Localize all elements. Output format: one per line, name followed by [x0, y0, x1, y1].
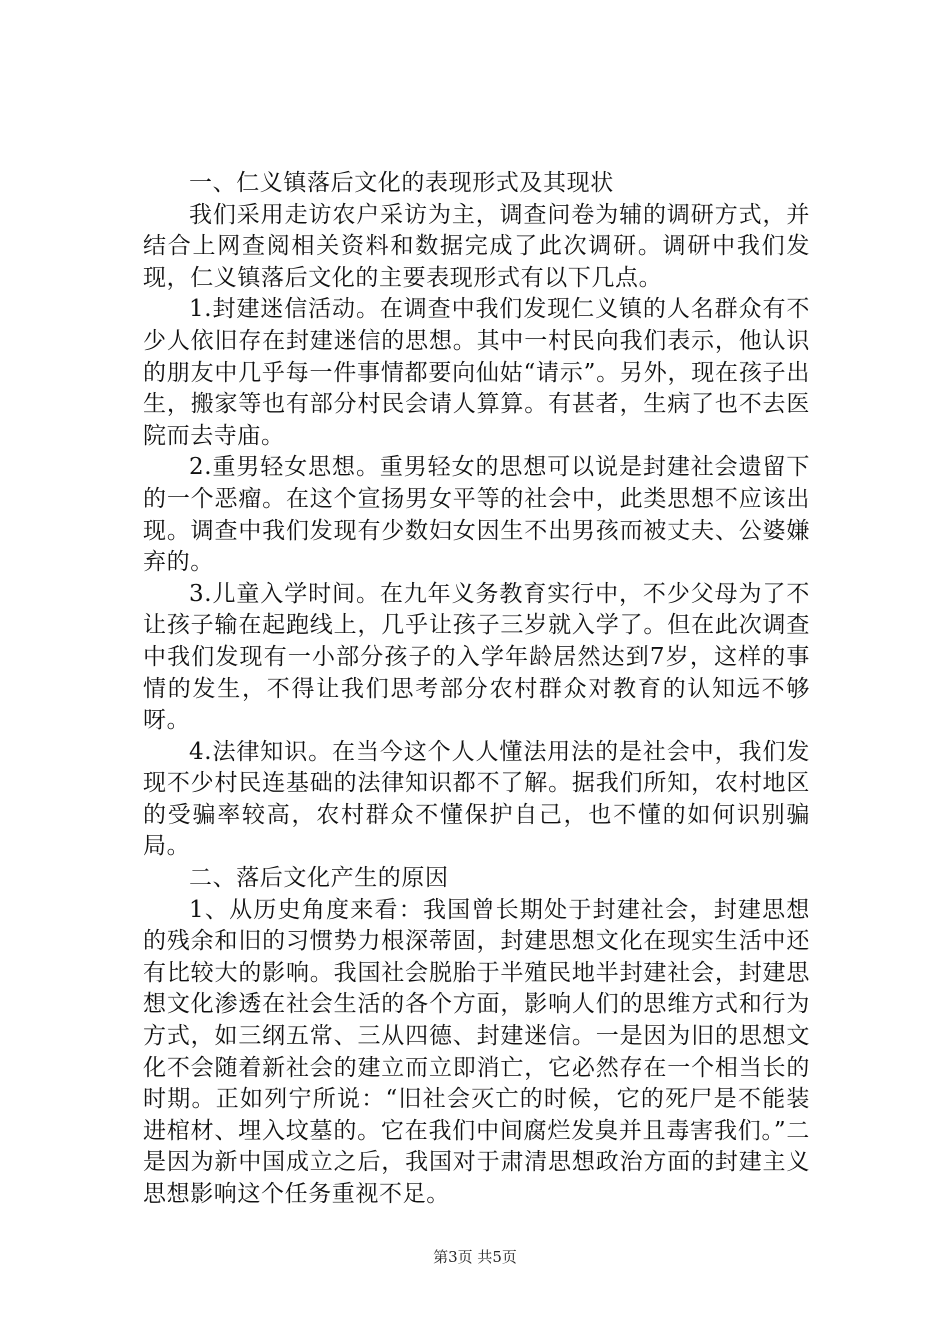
section-heading-1: 一、仁义镇落后文化的表现形式及其现状 — [189, 170, 614, 196]
paragraph-item-2: 2.重男轻女思想。重男轻女的思想可以说是封建社会遗留下的一个恶瘤。在这个宣扬男女平等的社会中，此类思想不应该出现。调查中我们发现有少数妇女因生不出男孩而被丈夫、公婆嫌弃的。 — [143, 454, 810, 576]
paragraph-item-1: 1.封建迷信活动。在调查中我们发现仁义镇的人名群众有不少人依旧存在封建迷信的思想。其中一村民向我们表示，他认识的朋友中几乎每一件事情都要向仙姑“请示”。另外，现在孩子出生，搬家等也有部分村民会请人算算。有甚者，生病了也不去医院而去寺庙。 — [143, 296, 810, 449]
paragraph-reason-1: 1、从历史角度来看：我国曾长期处于封建社会，封建思想的残余和旧的习惯势力根深蒂固，封建思想文化在现实生活中还有比较大的影响。我国社会脱胎于半殖民地半封建社会，封建思想文化渗透在社会生活的各个方面，影响人们的思维方式和行为方式，如三纲五常、三从四德、封建迷信。一是因为旧的思想文化不会随着新社会的建立而立即消亡，它必然存在一个相当长的时期。正如列宁所说：“旧社会灭亡的时候，它的死尸是不能装进棺材、埋入坟墓的。它在我们中间腐烂发臭并且毒害我们。”二是因为新中国成立之后，我国对于肃清思想政治方面的封建主义思想影响这个任务重视不足。 — [143, 896, 810, 1207]
section-heading-2: 二、落后文化产生的原因 — [189, 865, 449, 892]
paragraph-item-3: 3.儿童入学时间。在九年义务教育实行中，不少父母为了不让孩子输在起跑线上，几乎让孩子三岁就入学了。但在此次调查中我们发现有一小部分孩子的入学年龄居然达到7岁，这样的事情的发生，不得让我们思考部分农村群众对教育的认知远不够呀。 — [143, 580, 810, 734]
paragraph-intro: 我们采用走访农户采访为主，调查问卷为辅的调研方式，并结合上网查阅相关资料和数据完成了此次调研。调研中我们发现，仁义镇落后文化的主要表现形式有以下几点。 — [143, 201, 810, 291]
document-body — [143, 168, 810, 1211]
page-footer: 第3页 共5页 — [433, 1248, 517, 1266]
paragraph-item-4: 4.法律知识。在当今这个人人懂法用法的是社会中，我们发现不少村民连基础的法律知识都不了解。据我们所知，农村地区的受骗率较高，农村群众不懂保护自己，也不懂的如何识别骗局。 — [143, 738, 810, 860]
